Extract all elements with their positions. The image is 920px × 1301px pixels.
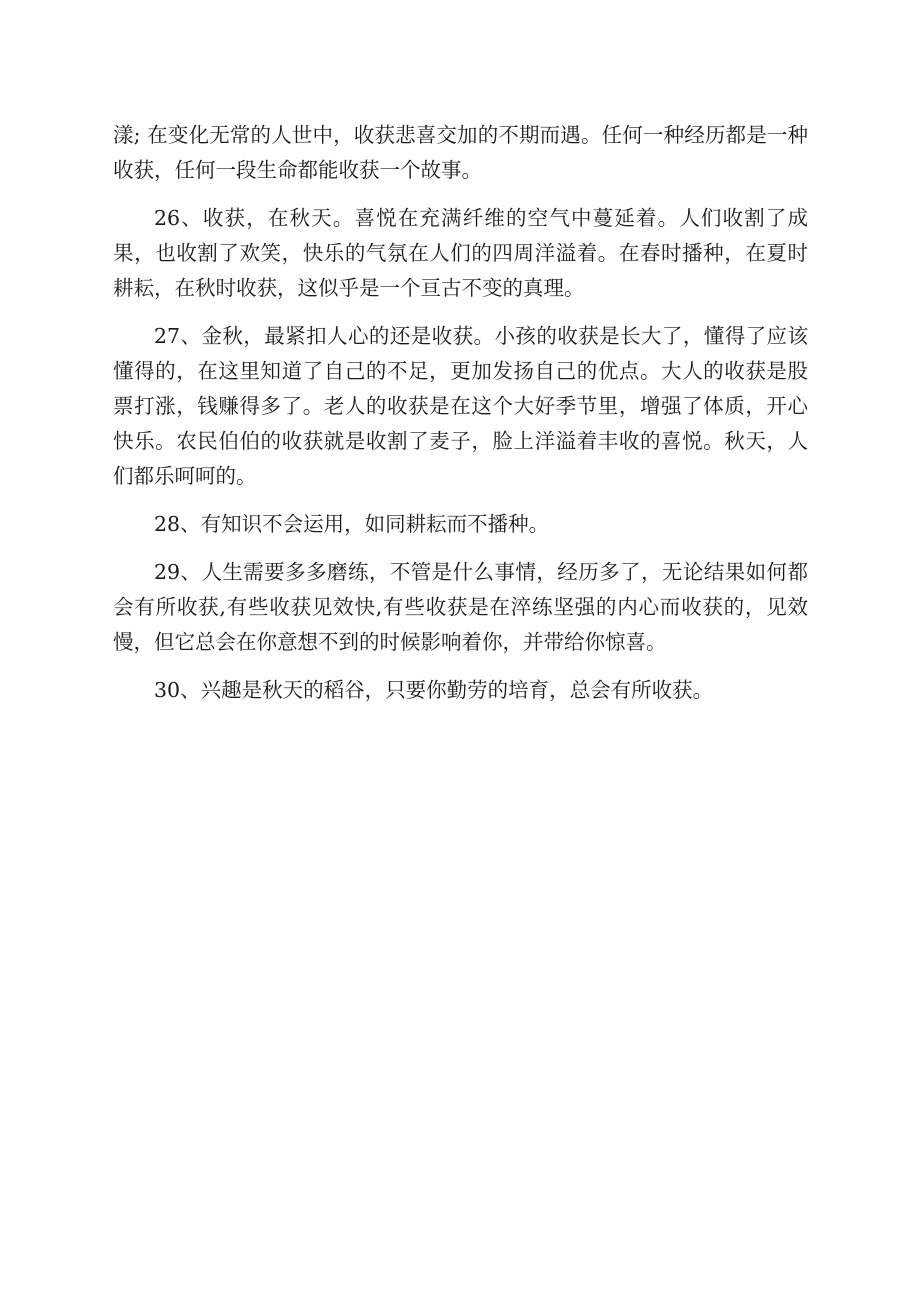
paragraph-28: 28、有知识不会运用，如同耕耘而不播种。 (154, 512, 550, 536)
paragraph-26: 26、收获，在秋天。喜悦在充满纤维的空气中蔓延着。人们收割了成果，也收割了欢笑，快乐的气氛在人们的四周洋溢着。在春时播种，在夏时耕耘，在秋时收获，这似乎是一个亘古不变的真理。 (113, 206, 808, 300)
paragraph-30: 30、兴趣是秋天的稻谷，只要你勤劳的培育，总会有所收获。 (154, 678, 714, 702)
document-body (113, 118, 808, 721)
paragraph-27: 27、金秋，最紧扣人心的还是收获。小孩的收获是长大了，懂得了应该懂得的，在这里知道了自己的不足，更加发扬自己的优点。大人的收获是股票打涨，钱赚得多了。老人的收获是在这个大好季节里，增强了体质，开心快乐。农民伯伯的收获就是收割了麦子，脸上洋溢着丰收的喜悦。秋天，人们都乐呵呵的。 (113, 324, 808, 488)
paragraph-continuation: 漾; 在变化无常的人世中，收获悲喜交加的不期而遇。任何一种经历都是一种收获，任何一段生命都能收获一个故事。 (113, 123, 808, 182)
paragraph-29: 29、人生需要多多磨练，不管是什么事情，经历多了，无论结果如何都会有所收获,有些收获见效快,有些收获是在淬练坚强的内心而收获的，见效慢，但它总会在你意想不到的时候影响着你，并带给你惊喜。 (113, 560, 808, 654)
